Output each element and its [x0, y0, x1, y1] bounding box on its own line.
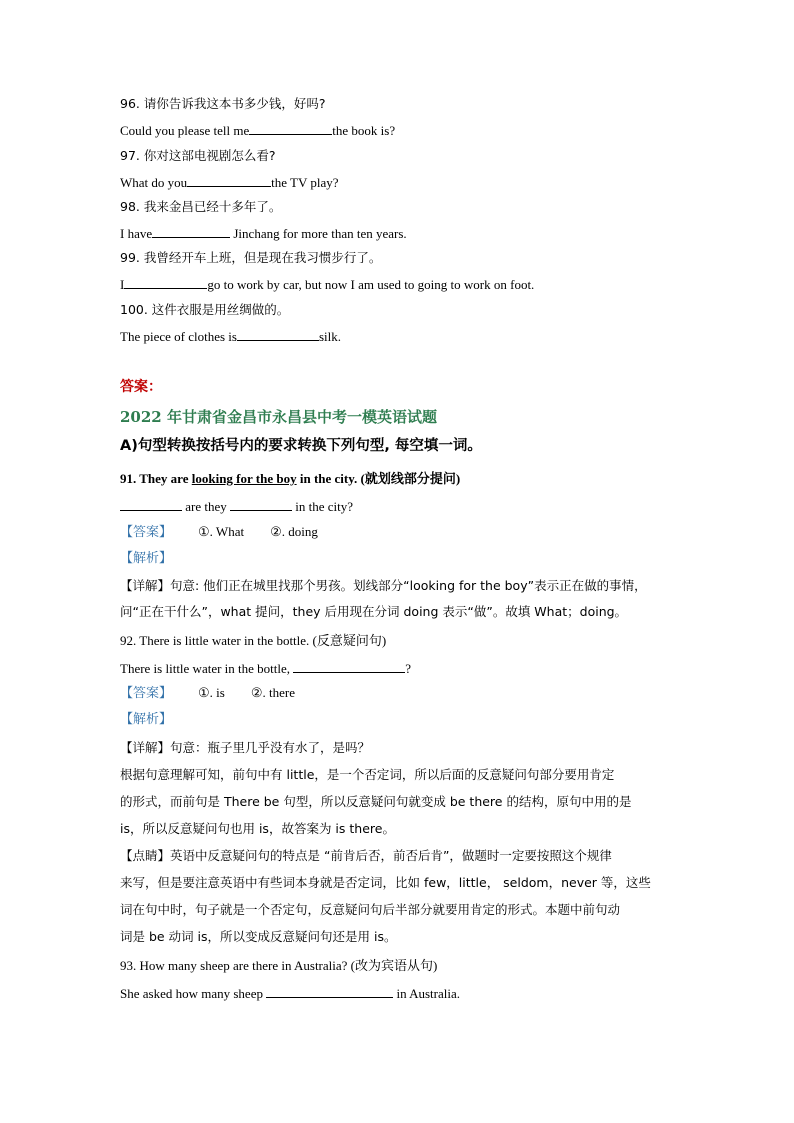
question-92-tip-line: 词是 be 动词 is，所以变成反意疑问句还是用 is。	[120, 929, 397, 944]
question-97-chinese: 97. 你对这部电视剧怎么看?	[120, 148, 276, 163]
answers-heading: 答案：	[120, 379, 162, 395]
question-91-analysis-label: 【解析】	[120, 551, 173, 566]
answer-blank[interactable]	[124, 274, 207, 289]
question-91-blanks: are they in the city?	[120, 496, 353, 517]
question-92-tip-line: 来写，但是要注意英语中有些词本身就是否定词，比如 few，little， seldom，never 等，这些	[120, 875, 651, 890]
exam-title: 2022 年甘肃省金昌市永昌县中考一模英语试题	[120, 408, 437, 426]
question-92-paragraph-line: is，所以反意疑问句也用 is，故答案为 is there。	[120, 821, 395, 836]
question-93-stem: 93. How many sheep are there in Australia? (改为宾语从句)	[120, 958, 438, 973]
question-92-detail: 【详解】句意：瓶子里几乎没有水了，是吗？	[120, 740, 371, 755]
question-96-english: Could you please tell me the book is?	[120, 120, 395, 141]
question-92-answer: 【答案】 ①. is ②. there	[120, 685, 295, 701]
question-99-chinese: 99. 我曾经开车上班，但是现在我习惯步行了。	[120, 250, 382, 265]
question-91-detail-2: 问“正在干什么”，what 提问，they 后用现在分词 doing 表示“做”。故填 What；doing。	[120, 604, 628, 619]
question-92-paragraph-line: 根据句意理解可知，前句中有 little，是一个否定词，所以后面的反意疑问句部分要用肯定	[120, 767, 615, 782]
question-92-analysis-label: 【解析】	[120, 712, 173, 727]
question-91-detail: 【详解】句意: 他们正在城里找那个男孩。划线部分“looking for the boy”表示正在做的事情，	[120, 578, 647, 593]
question-97-english: What do you the TV play?	[120, 172, 339, 193]
answer-blank[interactable]	[120, 496, 182, 511]
question-92-blanks: There is little water in the bottle, ?	[120, 658, 411, 679]
question-96-chinese: 96. 请你告诉我这本书多少钱，好吗?	[120, 96, 326, 111]
answer-blank[interactable]	[187, 172, 271, 187]
answer-blank[interactable]	[237, 326, 319, 341]
question-93-blanks: She asked how many sheep in Australia.	[120, 983, 460, 1004]
answer-blank[interactable]	[293, 658, 405, 673]
question-92-tip-line: 词在句中时，句子就是一个否定句，反意疑问句后半部分就要用肯定的形式。本题中前句动	[120, 902, 621, 917]
section-title: A)句型转换按括号内的要求转换下列句型, 每空填一词。	[120, 438, 482, 454]
question-98-chinese: 98. 我来金昌已经十多年了。	[120, 199, 282, 214]
question-91-stem: 91. They are looking for the boy in the city. (就划线部分提问)	[120, 471, 461, 486]
answer-blank[interactable]	[249, 120, 332, 135]
question-92-paragraph-line: 的形式，而前句是 There be 句型，所以反意疑问句就变成 be there 的结构，原句中用的是	[120, 794, 632, 809]
question-100-english: The piece of clothes is silk.	[120, 326, 341, 347]
answer-blank[interactable]	[266, 983, 393, 998]
question-92-stem: 92. There is little water in the bottle. (反意疑问句)	[120, 633, 387, 648]
question-98-english: I have Jinchang for more than ten years.	[120, 223, 407, 244]
answer-blank[interactable]	[230, 496, 292, 511]
question-99-english: I go to work by car, but now I am used to going to work on foot.	[120, 274, 534, 295]
question-100-chinese: 100. 这件衣服是用丝绸做的。	[120, 302, 290, 317]
question-91-answer: 【答案】 ①. What ②. doing	[120, 524, 318, 540]
answer-blank[interactable]	[152, 223, 230, 238]
question-92-tip-line: 【点睛】英语中反意疑问句的特点是 “前肯后否，前否后肯”，做题时一定要按照这个规律	[120, 848, 612, 863]
